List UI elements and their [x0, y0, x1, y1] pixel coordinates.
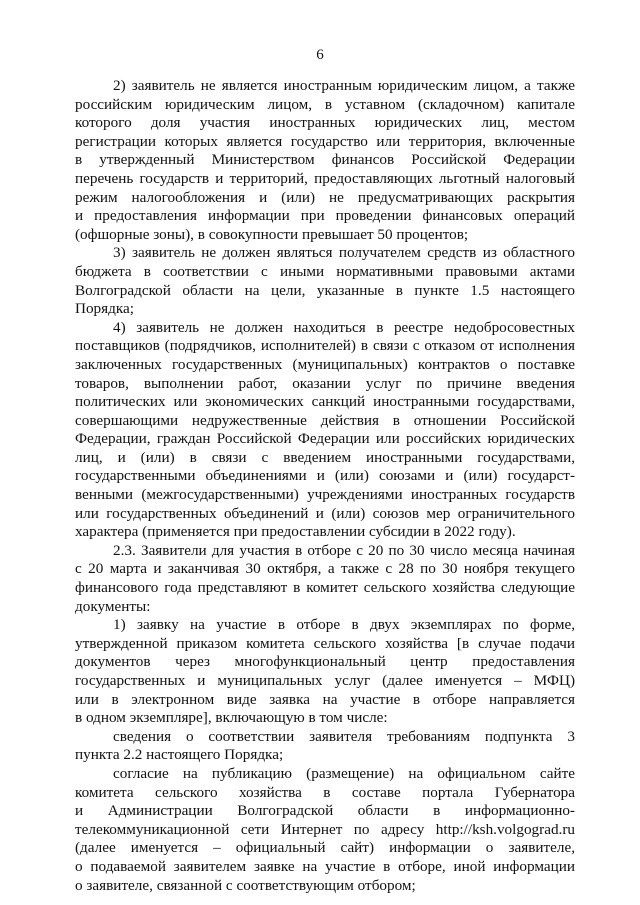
text-line: государственных и муниципальных услуг (далее именуется – МФЦ)	[75, 672, 575, 689]
page-number: 6	[316, 47, 324, 63]
text-line: 4) заявитель не должен находиться в реестре недобросовестных	[113, 318, 575, 336]
text-line: телекоммуникационной сети Интернет по адресу http://ksh.volgograd.ru	[75, 820, 575, 838]
text-line: и предоставления информации при проведении финансовых операций	[75, 207, 575, 225]
text-line: о подаваемой заявителем заявке на участие в отборе, иной информации	[75, 857, 575, 875]
text-line: с 20 марта и заканчивая 30 октября, а также с 28 по 30 ноября текущего	[75, 560, 575, 578]
text-line: совершающими недружественные действия в отношении Российской	[75, 411, 575, 429]
text-line: венными (межгосударственными) учреждениями иностранных государств	[75, 486, 575, 504]
text-line: документов через многофункциональный центр предоставления	[75, 653, 575, 671]
text-line: или государственных объединений и (или) союзов мер ограничительного	[75, 504, 575, 522]
text-line: согласие на публикацию (размещение) на официальном сайте	[113, 764, 575, 782]
text-line: документы:	[75, 597, 151, 615]
text-line: утвержденной приказом комитета сельского хозяйства [в случае подачи	[75, 634, 575, 652]
text-line: поставщиков (подрядчиков, исполнителей) в связи с отказом от исполнения	[75, 337, 575, 355]
text-line: режим налогообложения и (или) не предусматривающих раскрытия	[75, 188, 575, 206]
text-line: перечень государств и территорий, предоставляющих льготный налоговый	[75, 169, 575, 187]
text-line: или в электронном виде заявка на участие в отборе направляется	[75, 690, 575, 708]
text-line: заключенных государственных (муниципальных) контрактов о поставке	[75, 355, 575, 373]
text-line: которого доля участия иностранных юридических лиц, местом	[75, 114, 575, 132]
text-line: (далее именуется – официальный сайт) информации о заявителе,	[75, 839, 575, 857]
text-line: Порядка;	[75, 300, 134, 318]
text-line: финансового года представляют в комитет сельского хозяйства следующие	[75, 579, 575, 597]
text-line: государственными объединениями и (или) союзами и (или) государст-	[75, 467, 575, 485]
text-line: российским юридическим лицом, в уставном (складочном) капитале	[75, 95, 575, 113]
text-line: Волгоградской области на цели, указанные в пункте 1.5 настоящего	[75, 281, 575, 299]
text-line: в утвержденный Министерством финансов Российской Федерации	[75, 151, 575, 169]
text-line: бюджета в соответствии с иными нормативными правовыми актами	[75, 262, 575, 280]
text-line: (офшорные зоны), в совокупности превышает 50 процентов;	[75, 225, 469, 243]
text-line: о заявителе, связанной с соответствующим отбором;	[75, 876, 416, 894]
text-line: лиц, и (или) в связи с введением иностранными государствами,	[75, 448, 575, 466]
text-line: комитета сельского хозяйства в составе портала Губернатора	[75, 783, 575, 801]
text-line: 2.3. Заявители для участия в отборе с 20 по 30 число месяца начиная	[113, 541, 575, 559]
text-line: 3) заявитель не должен являться получателем средств из областного	[113, 244, 575, 262]
text-line: пункта 2.2 настоящего Порядка;	[75, 746, 284, 764]
text-line: в одном экземпляре], включающую в том числе:	[75, 709, 388, 727]
text-line: характера (применяется при предоставлении субсидии в 2022 году).	[75, 523, 516, 541]
text-line: и Администрации Волгоградской области в информационно-	[75, 802, 575, 820]
text-line: Федерации, граждан Российской Федерации или российских юридических	[75, 430, 575, 448]
text-line: 2) заявитель не является иностранным юридическим лицом, а также	[113, 77, 575, 94]
text-line: регистрации которых является государство или территория, включенные	[75, 132, 575, 150]
text-line: сведения о соответствии заявителя требованиям подпункта 3	[113, 727, 575, 745]
body-text	[75, 77, 575, 895]
text-line: политических или экономических санкций иностранными государствами,	[75, 393, 575, 411]
text-line: товаров, выполнении работ, оказании услуг по причине введения	[75, 374, 575, 392]
text-line: 1) заявку на участие в отборе в двух экземплярах по форме,	[113, 616, 575, 634]
